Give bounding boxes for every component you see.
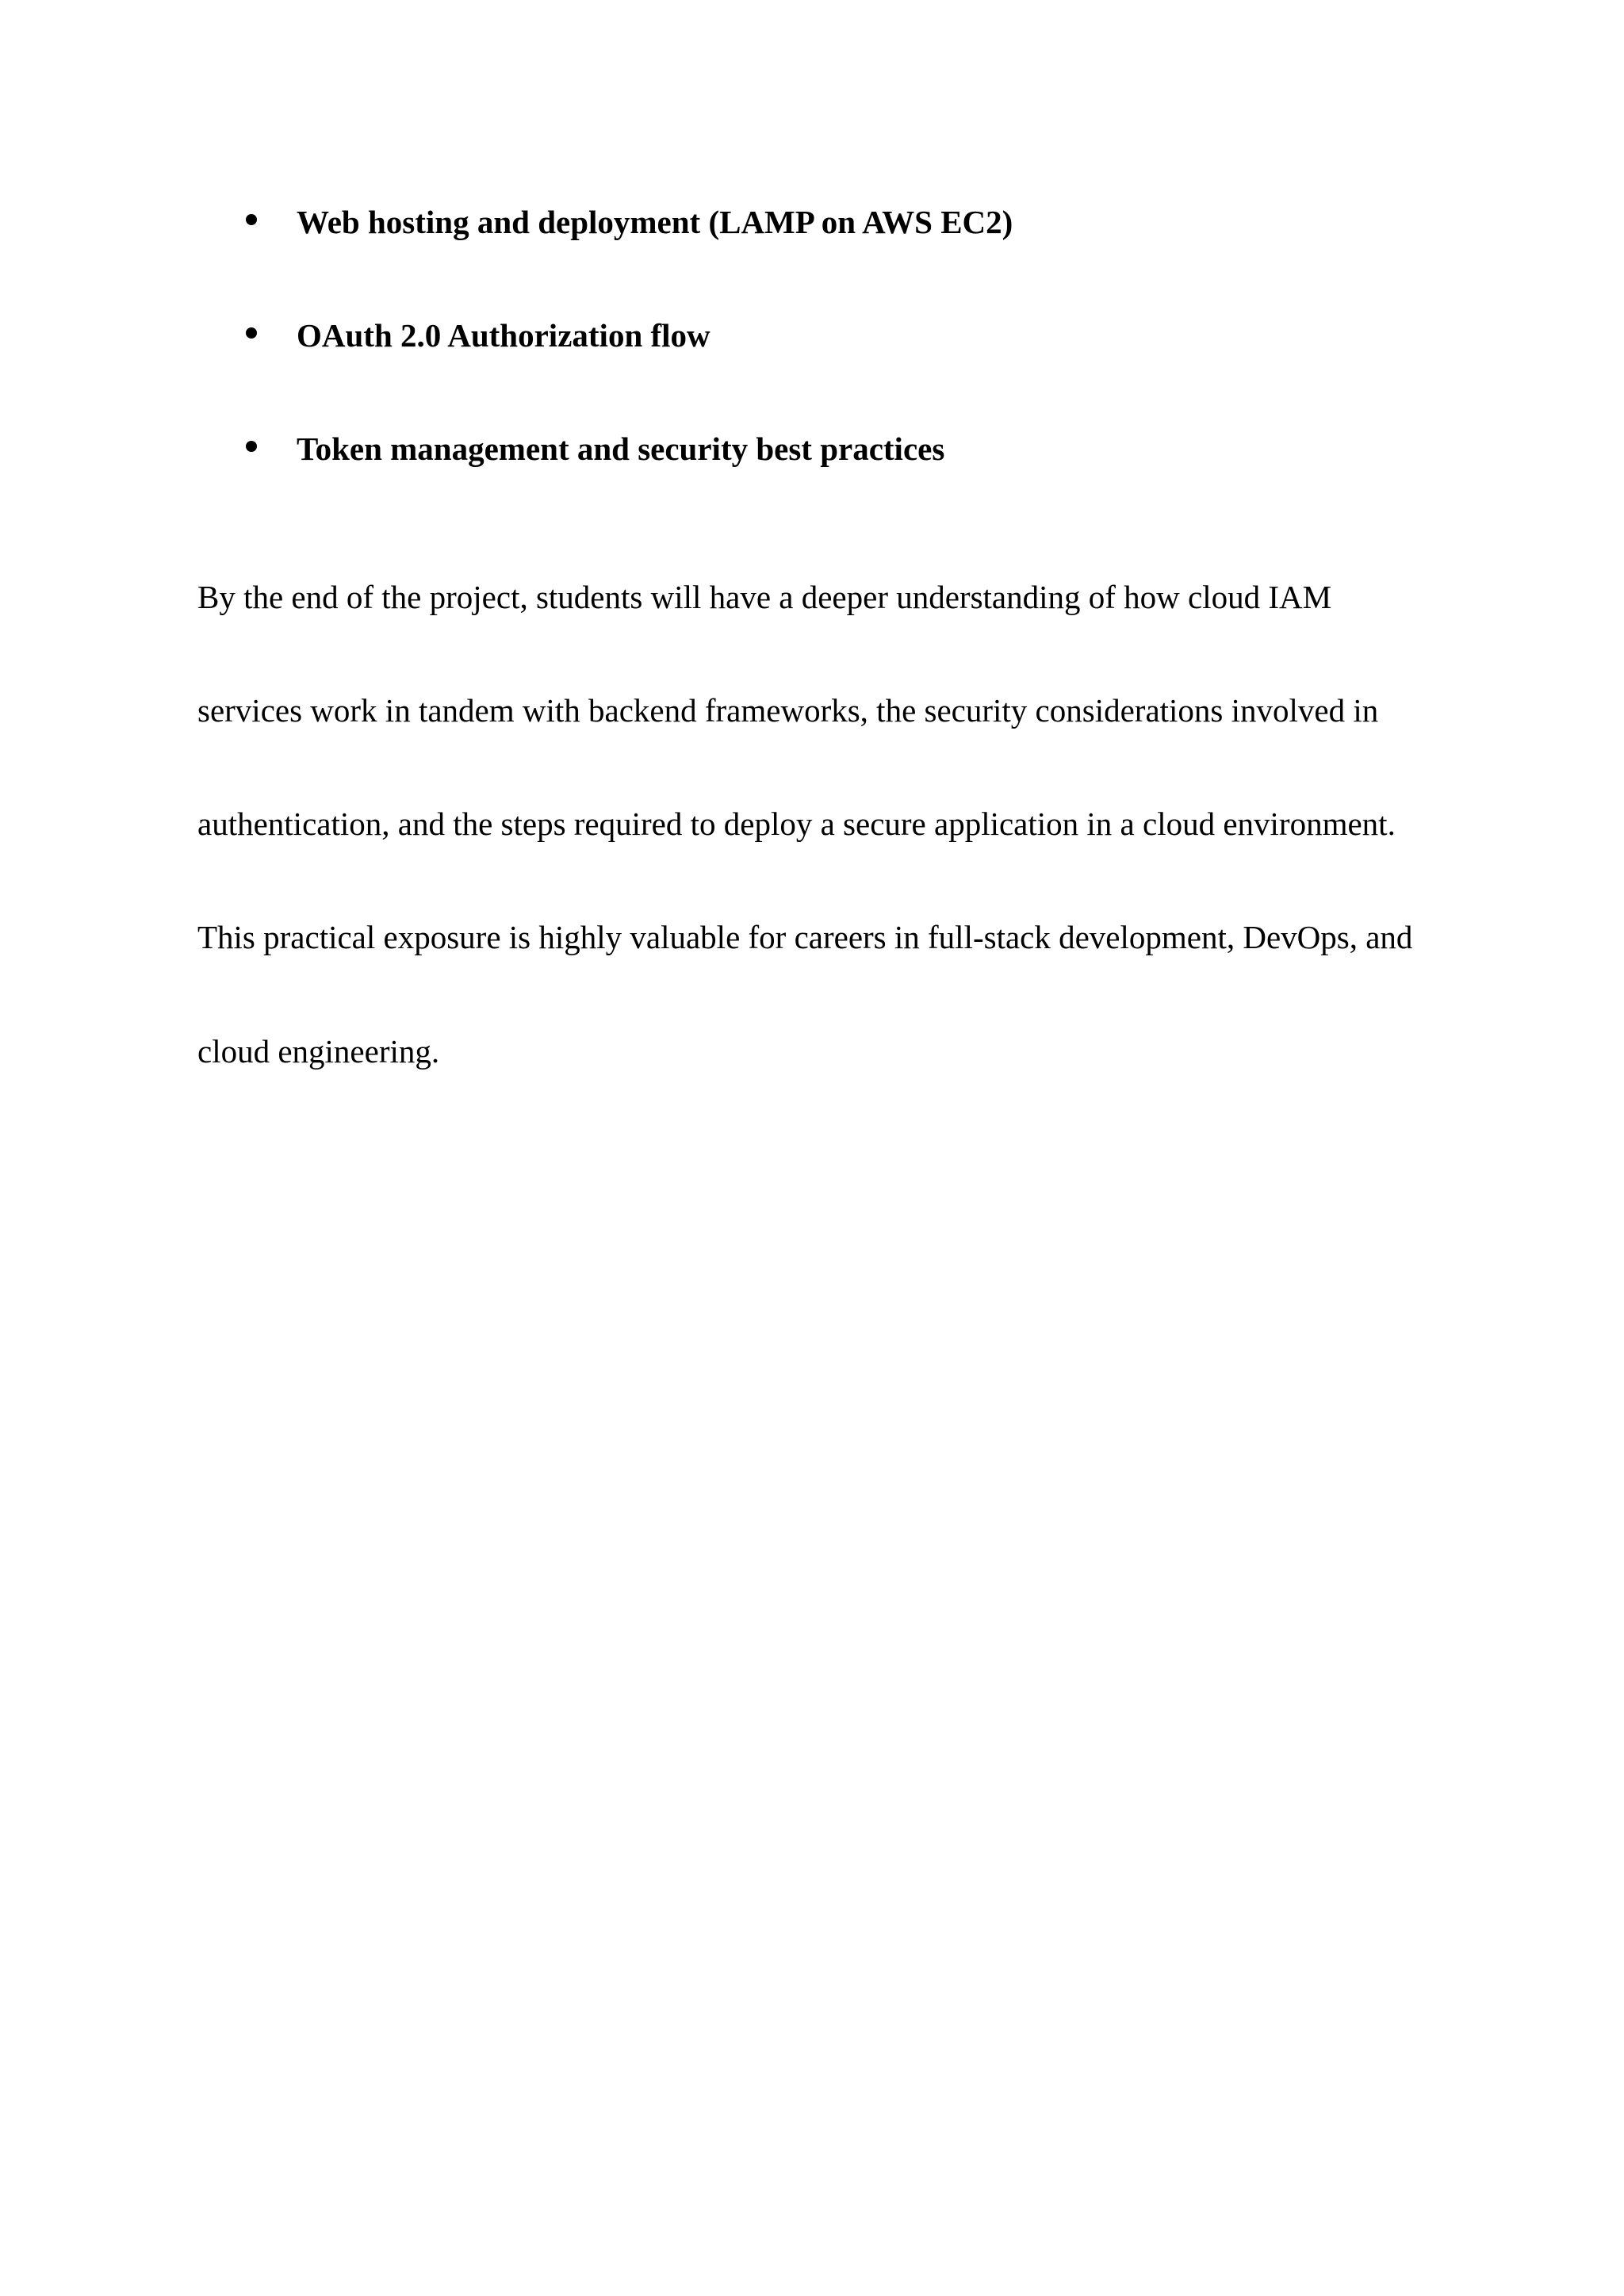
paragraph-line: authentication, and the steps required to deploy a secure application in a cloud environment. — [197, 806, 1396, 842]
paragraph-line: By the end of the project, students will have a deeper understanding of how cloud IAM — [197, 579, 1332, 615]
bullet-icon — [246, 441, 257, 452]
list-item — [246, 308, 710, 355]
list-item-text: Web hosting and deployment (LAMP on AWS EC2) — [297, 203, 1013, 240]
bullet-icon — [246, 327, 257, 339]
paragraph-line: This practical exposure is highly valuable for careers in full-stack development, DevOps, and — [197, 919, 1413, 955]
list-item — [246, 421, 944, 469]
bullet-icon — [246, 214, 257, 225]
list-item-text: Token management and security best practices — [297, 430, 945, 467]
paragraph-line: cloud engineering. — [197, 1033, 440, 1070]
list-item — [246, 194, 1013, 242]
list-item-text: OAuth 2.0 Authorization flow — [297, 316, 710, 354]
paragraph-line: services work in tandem with backend frameworks, the security considerations involved in — [197, 692, 1379, 729]
